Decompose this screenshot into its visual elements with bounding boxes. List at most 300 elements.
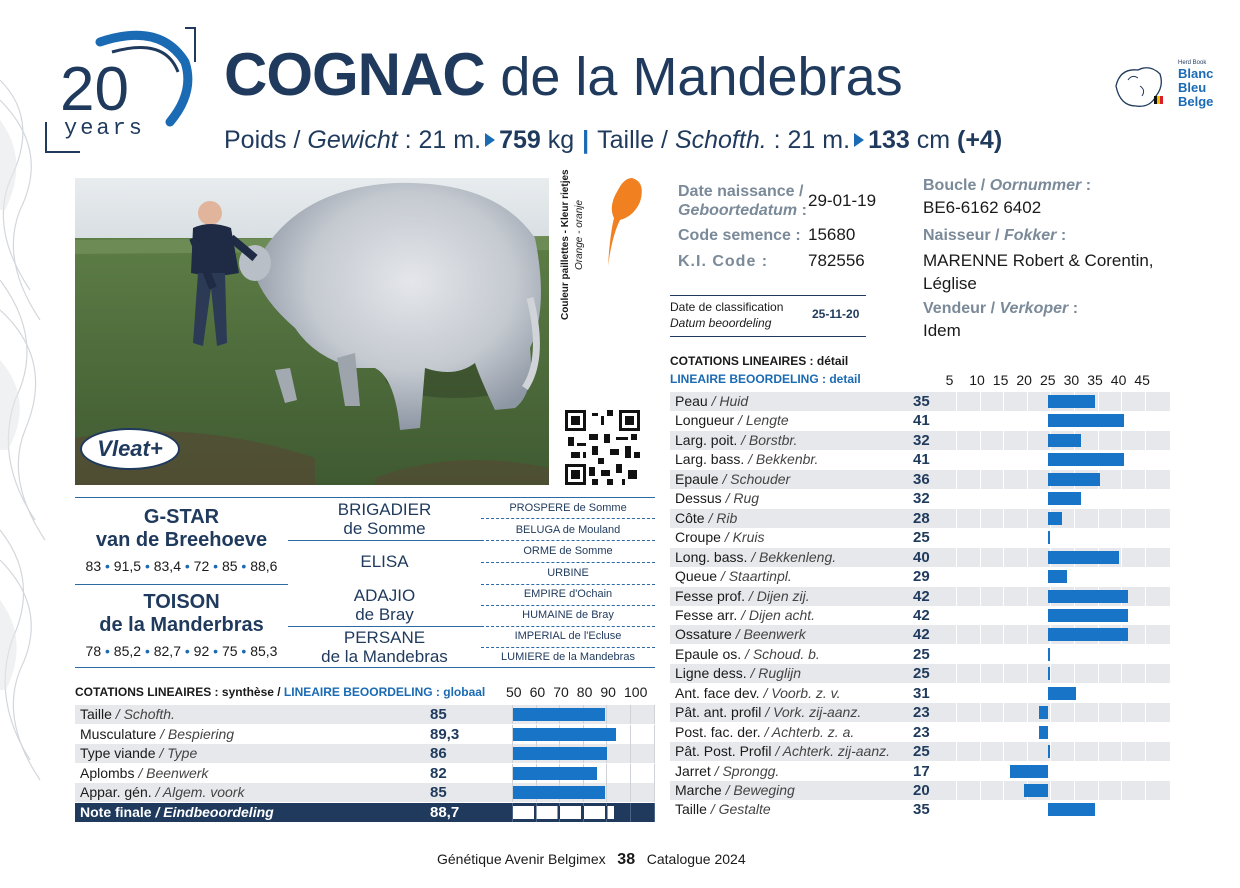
grid-line [1074, 567, 1075, 586]
synthesis-row-value: 85 [430, 784, 447, 802]
detail-row-label: Fesse prof. / Dijen zij. [675, 587, 810, 604]
grid-line [1027, 587, 1028, 606]
detail-row-label: Peau / Huid [675, 393, 749, 409]
grid-line [1098, 703, 1099, 722]
detail-row [670, 645, 1170, 664]
grid-line [1050, 742, 1051, 761]
grid-line [630, 764, 631, 783]
grid-line [1098, 742, 1099, 761]
detail-row-value: 23 [913, 723, 930, 741]
detail-bar [1048, 395, 1095, 408]
height-value: 133 [868, 126, 910, 154]
grid-line [1003, 450, 1004, 469]
grid-line [1003, 411, 1004, 430]
detail-row-value: 23 [913, 704, 930, 722]
synthesis-bar [513, 747, 607, 760]
grid-line [980, 470, 981, 489]
grid-line [630, 705, 631, 724]
grid-line [1027, 703, 1028, 722]
straw-color-label [560, 169, 590, 320]
grid-line [1003, 645, 1004, 664]
synthesis-row-label: Taille / Schofth. [80, 706, 175, 722]
detail-row-value: 20 [913, 782, 930, 799]
grid-line [956, 703, 957, 722]
grid-line [606, 764, 607, 783]
grid-line [1121, 528, 1122, 547]
gg-divider [481, 540, 655, 541]
detail-row-value: 35 [913, 801, 930, 819]
synthesis-bar [513, 786, 605, 799]
gg-sdd: URBINE [547, 567, 589, 579]
detail-row [670, 489, 1170, 508]
synthesis-row-label: Aplombs / Beenwerk [80, 764, 209, 781]
grid-line [956, 450, 957, 469]
grid-line [956, 723, 957, 742]
grid-line [1027, 450, 1028, 469]
birth-label: Date naissance / Geboortedatum : [678, 183, 807, 219]
grid-line [654, 803, 655, 822]
synthesis-row-label: Type viande / Type [80, 745, 198, 762]
grid-line [1003, 470, 1004, 489]
detail-row-label: Ant. face dev. / Voorb. z. v. [675, 684, 841, 701]
grid-line [956, 684, 957, 703]
seller-value: Idem [923, 321, 961, 340]
grid-line [956, 509, 957, 528]
detail-row [670, 664, 1170, 683]
grid-line [980, 489, 981, 508]
grid-line [980, 684, 981, 703]
grid-line [1003, 606, 1004, 625]
sire-scores: 83 • 91,5 • 83,4 • 72 • 85 • 88,6 [85, 558, 278, 574]
grid-line [980, 723, 981, 742]
grid-line [1121, 567, 1122, 586]
grid-line [1121, 800, 1122, 819]
ki-code-label: K.I. Code : [678, 253, 769, 270]
grid-line [1003, 723, 1004, 742]
grid-line [1098, 431, 1099, 450]
straw-label-text: Couleur paillettes - Kleur rietjes [560, 169, 571, 320]
detail-bar [1048, 648, 1050, 661]
detail-bar [1048, 609, 1128, 622]
grid-line [1121, 548, 1122, 567]
grid-line [956, 489, 957, 508]
height-age: : 21 m. [766, 126, 851, 154]
detail-row-label: Ligne dess. / Ruglijn [675, 665, 802, 682]
synthesis-row-value: 85 [430, 706, 447, 723]
detail-row-value: 42 [913, 606, 930, 624]
grid-line [630, 744, 631, 763]
grid-line [1027, 548, 1028, 567]
grid-line [1050, 703, 1051, 722]
detail-row [670, 528, 1170, 547]
grid-line [1121, 509, 1122, 528]
synthesis-row-label: Musculature / Bespiering [80, 725, 235, 742]
detail-row-value: 40 [913, 548, 930, 566]
breeder-value: MARENNE Robert & Corentin, Léglise [923, 251, 1154, 293]
grid-line [1121, 781, 1122, 800]
grid-line [980, 567, 981, 586]
grid-line [1003, 548, 1004, 567]
page-title [224, 40, 903, 109]
detail-bar [1048, 628, 1128, 641]
gg-divider [481, 584, 655, 585]
synthesis-row-value: 82 [430, 764, 447, 782]
grid-line [1098, 684, 1099, 703]
grid-line [1027, 742, 1028, 761]
grid-line [956, 645, 957, 664]
grid-line [956, 625, 957, 644]
grid-line [1121, 742, 1122, 761]
detail-row-label: Croupe / Kruis [675, 529, 765, 546]
weight-value: 759 [499, 126, 541, 154]
detail-row-label: Larg. poit. / Borstbr. [675, 431, 798, 448]
pedigree-top-rule [75, 497, 655, 498]
sire-name: G-STAR van de Breehoeve [95, 506, 268, 551]
weight-unit: kg [540, 126, 575, 154]
synthesis-row-value: 89,3 [430, 725, 460, 743]
grid-line [956, 528, 957, 547]
grid-line [1074, 645, 1075, 664]
synthesis-tick-label: 80 [576, 684, 593, 700]
detail-row-value: 29 [913, 568, 930, 586]
detail-row-value: 25 [913, 743, 930, 761]
divider [670, 336, 866, 337]
detail-row-value: 41 [913, 412, 930, 430]
detail-row [670, 781, 1170, 800]
detail-bar [1048, 590, 1128, 603]
grid-line [630, 725, 631, 744]
grid-line [1050, 762, 1051, 781]
grid-line [1027, 431, 1028, 450]
weight-label: Poids / [224, 126, 308, 154]
detail-bar [1048, 434, 1081, 447]
grid-line [956, 411, 957, 430]
breeder-label: Naisseur / Fokker : [923, 227, 1067, 244]
detail-row-label: Post. fac. der. / Achterb. z. a. [675, 723, 855, 740]
grid-line [1145, 723, 1146, 742]
grid-line [1145, 470, 1146, 489]
grid-line [1027, 411, 1028, 430]
gg-sss: PROSPERE de Somme [509, 502, 627, 514]
bull-photo [75, 178, 549, 485]
grid-line [1145, 528, 1146, 547]
grid-line [980, 762, 981, 781]
grid-line [1074, 762, 1075, 781]
grid-line [980, 800, 981, 819]
grid-line [1027, 567, 1028, 586]
detail-row [670, 509, 1170, 528]
grid-line [1003, 587, 1004, 606]
detail-row-label: Pât. Post. Profil / Achterk. zij-aanz. [675, 743, 891, 760]
detail-row-value: 25 [913, 529, 930, 547]
grid-line [1145, 703, 1146, 722]
grid-line [1003, 567, 1004, 586]
grid-line [980, 587, 981, 606]
detail-bar [1048, 512, 1062, 525]
grid-line [1098, 664, 1099, 683]
synthesis-tick-label: 100 [624, 684, 648, 700]
grid-line [956, 567, 957, 586]
synthesis-row-label: Note finale / Eindbeoordeling [80, 804, 274, 820]
grid-line [1003, 742, 1004, 761]
straw-drop-icon [602, 176, 646, 268]
tag-label: Boucle / Oornummer : [923, 177, 1092, 194]
detail-title-nl: LINEAIRE BEOORDELING : detail [670, 372, 861, 386]
grid-line [1003, 431, 1004, 450]
classification-value: 25-11-20 [812, 307, 860, 321]
bull-suffix: de la Mandebras [500, 47, 903, 107]
seller-label: Vendeur / Verkoper : [923, 300, 1079, 317]
detail-row-value: 28 [913, 509, 930, 527]
grid-line [956, 431, 957, 450]
grid-line [1027, 392, 1028, 411]
detail-row-label: Longueur / Lengte [675, 412, 789, 429]
synthesis-bar [513, 767, 597, 780]
synthesis-bar [513, 728, 616, 741]
grid-line [1145, 664, 1146, 683]
synthesis-tick-label: 90 [600, 684, 616, 700]
arrow-right-icon [485, 133, 495, 147]
synthesis-row-label: Appar. gén. / Algem. voork [80, 784, 245, 801]
badge-number: 20 [60, 55, 129, 124]
synthesis-title: COTATIONS LINEAIRES : synthèse / LINEAIRE BEOORDELING : globaal [75, 685, 486, 699]
grid-line [956, 742, 957, 761]
grid-line [1145, 567, 1146, 586]
herdbook-line4: Belge [1178, 94, 1214, 109]
grid-line [1121, 703, 1122, 722]
gg-divider [481, 605, 655, 606]
detail-tick-label: 15 [992, 372, 1009, 388]
detail-row-label: Larg. bass. / Bekkenbr. [675, 451, 819, 468]
detail-bar [1048, 492, 1081, 505]
detail-bar [1048, 803, 1095, 816]
grid-line [980, 450, 981, 469]
qr-code[interactable] [565, 410, 640, 485]
grid-line [1074, 781, 1075, 800]
detail-bar [1039, 706, 1048, 719]
detail-bar [1039, 726, 1048, 739]
grid-line [1074, 664, 1075, 683]
detail-row-value: 35 [913, 393, 930, 410]
separator: | [582, 126, 590, 154]
grid-line [654, 705, 655, 724]
tag-value: BE6-6162 6402 [923, 198, 1042, 217]
grid-line [1074, 723, 1075, 742]
detail-row-label: Long. bass. / Bekkenleng. [675, 548, 837, 565]
detail-bar [1048, 745, 1050, 758]
detail-row-value: 17 [913, 762, 930, 780]
synthesis-tick-label: 70 [553, 684, 569, 700]
arrow-right-icon [854, 133, 864, 147]
grid-line [980, 431, 981, 450]
grid-line [956, 664, 957, 683]
grid-line [1003, 800, 1004, 819]
grid-line [956, 762, 957, 781]
detail-row-label: Marche / Beweging [675, 782, 795, 798]
grid-line [1027, 684, 1028, 703]
detail-tick-label: 30 [1063, 372, 1080, 388]
detail-row-value: 41 [913, 451, 930, 469]
badge-word: years [64, 116, 146, 141]
birth-value: 29-01-19 [808, 191, 877, 210]
weight-label-nl: Gewicht [307, 126, 398, 154]
synthesis-row-value: 88,7 [430, 804, 460, 821]
detail-bar [1024, 784, 1048, 797]
detail-row-label: Taille / Gestalte [675, 801, 771, 818]
grid-line [1145, 606, 1146, 625]
grid-line [1145, 489, 1146, 508]
detail-row-label: Epaule os. / Schoud. b. [675, 645, 820, 662]
gg-divider [481, 626, 655, 627]
grid-line [1145, 411, 1146, 430]
grid-line [1027, 723, 1028, 742]
detail-tick-label: 45 [1134, 372, 1150, 388]
herdbook-logo [1110, 56, 1215, 116]
height-label-nl: Schofth. [674, 126, 767, 154]
detail-row-label: Epaule / Schouder [675, 470, 791, 487]
grid-line [1003, 392, 1004, 411]
grid-line [1121, 470, 1122, 489]
grid-line [1027, 489, 1028, 508]
herdbook-line2: Blanc [1178, 66, 1214, 81]
detail-row-value: 36 [913, 470, 930, 488]
detail-row-value: 25 [913, 645, 930, 663]
detail-row [670, 742, 1170, 761]
detail-row [670, 723, 1170, 742]
pedigree-bottom-rule [75, 667, 655, 668]
dam-dam: PERSANE de la Mandebras [321, 628, 448, 666]
detail-row [670, 567, 1170, 586]
grid-line [606, 705, 607, 724]
dam-name: TOISON de la Manderbras [99, 591, 264, 636]
footer-left: Génétique Avenir Belgimex [437, 851, 606, 867]
detail-ticks [0, 372, 1200, 390]
grid-line [1121, 392, 1122, 411]
detail-row-label: Fesse arr. / Dijen acht. [675, 606, 816, 623]
grid-line [1074, 528, 1075, 547]
divider [670, 295, 866, 296]
pedigree-rule [288, 540, 481, 541]
grid-line [980, 664, 981, 683]
gg-divider [481, 518, 655, 519]
detail-row-value: 32 [913, 490, 930, 508]
gg-dsd: HUMAINE de Bray [522, 609, 614, 621]
grid-line [1145, 645, 1146, 664]
height-label: Taille / [597, 126, 675, 154]
detail-bar [1048, 551, 1119, 564]
detail-bar [1048, 414, 1124, 427]
page-number: 38 [617, 851, 636, 868]
grid-line [1121, 431, 1122, 450]
detail-tick-label: 25 [1040, 372, 1056, 388]
grid-line [1098, 762, 1099, 781]
synthesis-bar [513, 708, 605, 721]
grid-line [1050, 645, 1051, 664]
gg-divider [481, 647, 655, 648]
detail-bar [1048, 473, 1100, 486]
grid-line [1027, 645, 1028, 664]
detail-tick-label: 20 [1016, 372, 1032, 388]
grid-line [956, 606, 957, 625]
detail-row-label: Côte / Rib [675, 509, 738, 526]
grid-line [980, 548, 981, 567]
detail-title-fr: COTATIONS LINEAIRES : détail [670, 354, 849, 368]
pedigree-rule [288, 626, 481, 627]
detail-row-label: Pât. ant. profil / Vork. zij-aanz. [675, 704, 862, 721]
grid-line [980, 392, 981, 411]
grid-line [980, 645, 981, 664]
synthesis-row-value: 86 [430, 745, 447, 763]
detail-row-value: 42 [913, 587, 930, 605]
grid-line [1098, 392, 1099, 411]
footer [437, 851, 746, 869]
detail-tick-label: 35 [1087, 372, 1103, 388]
grid-line [1121, 762, 1122, 781]
grid-line [956, 548, 957, 567]
grid-line [1098, 781, 1099, 800]
grid-line [980, 509, 981, 528]
measurements-line [224, 126, 1002, 155]
gg-sds: ORME de Somme [523, 545, 613, 557]
grid-line [956, 392, 957, 411]
grid-line [1145, 392, 1146, 411]
weight-age: : 21 m. [397, 126, 482, 154]
grid-line [654, 783, 655, 802]
grid-line [956, 781, 957, 800]
detail-bar [1048, 687, 1076, 700]
vleat-logo: Vleat+ [80, 428, 180, 470]
dam-scores: 78 • 85,2 • 82,7 • 92 • 75 • 85,3 [85, 643, 278, 659]
grid-line [1050, 781, 1051, 800]
detail-row [670, 684, 1170, 703]
grid-line [654, 744, 655, 763]
grid-line [630, 803, 631, 822]
grid-line [1145, 431, 1146, 450]
semen-code-label: Code semence : [678, 227, 801, 244]
detail-row-value: 31 [913, 684, 930, 702]
detail-row-value: 42 [913, 626, 930, 644]
detail-row-label: Jarret / Sprongg. [675, 762, 780, 779]
grid-line [1145, 684, 1146, 703]
detail-row [670, 703, 1170, 722]
detail-bar [1048, 570, 1067, 583]
grid-line [1098, 509, 1099, 528]
classification-label: Date de classification Datum beoordeling [670, 300, 784, 330]
grid-line [1145, 800, 1146, 819]
grid-line [1098, 645, 1099, 664]
grid-line [980, 742, 981, 761]
grid-line [654, 764, 655, 783]
grid-line [1050, 528, 1051, 547]
grid-line [980, 781, 981, 800]
grid-line [1003, 528, 1004, 547]
grid-line [1098, 723, 1099, 742]
synthesis-ticks [0, 684, 660, 702]
grid-line [1098, 528, 1099, 547]
grid-line [980, 528, 981, 547]
pedigree-mid-rule [75, 584, 288, 585]
herdbook-line1: Herd Book [1178, 60, 1207, 66]
grid-line [980, 606, 981, 625]
grid-line [1145, 587, 1146, 606]
herdbook-line3: Bleu [1178, 80, 1207, 95]
grid-line [1027, 625, 1028, 644]
height-delta: (+4) [957, 126, 1003, 154]
grid-line [1074, 742, 1075, 761]
semen-code-value: 15680 [808, 225, 856, 244]
sire-sire: BRIGADIER de Somme [337, 500, 432, 538]
grid-line [1145, 762, 1146, 781]
